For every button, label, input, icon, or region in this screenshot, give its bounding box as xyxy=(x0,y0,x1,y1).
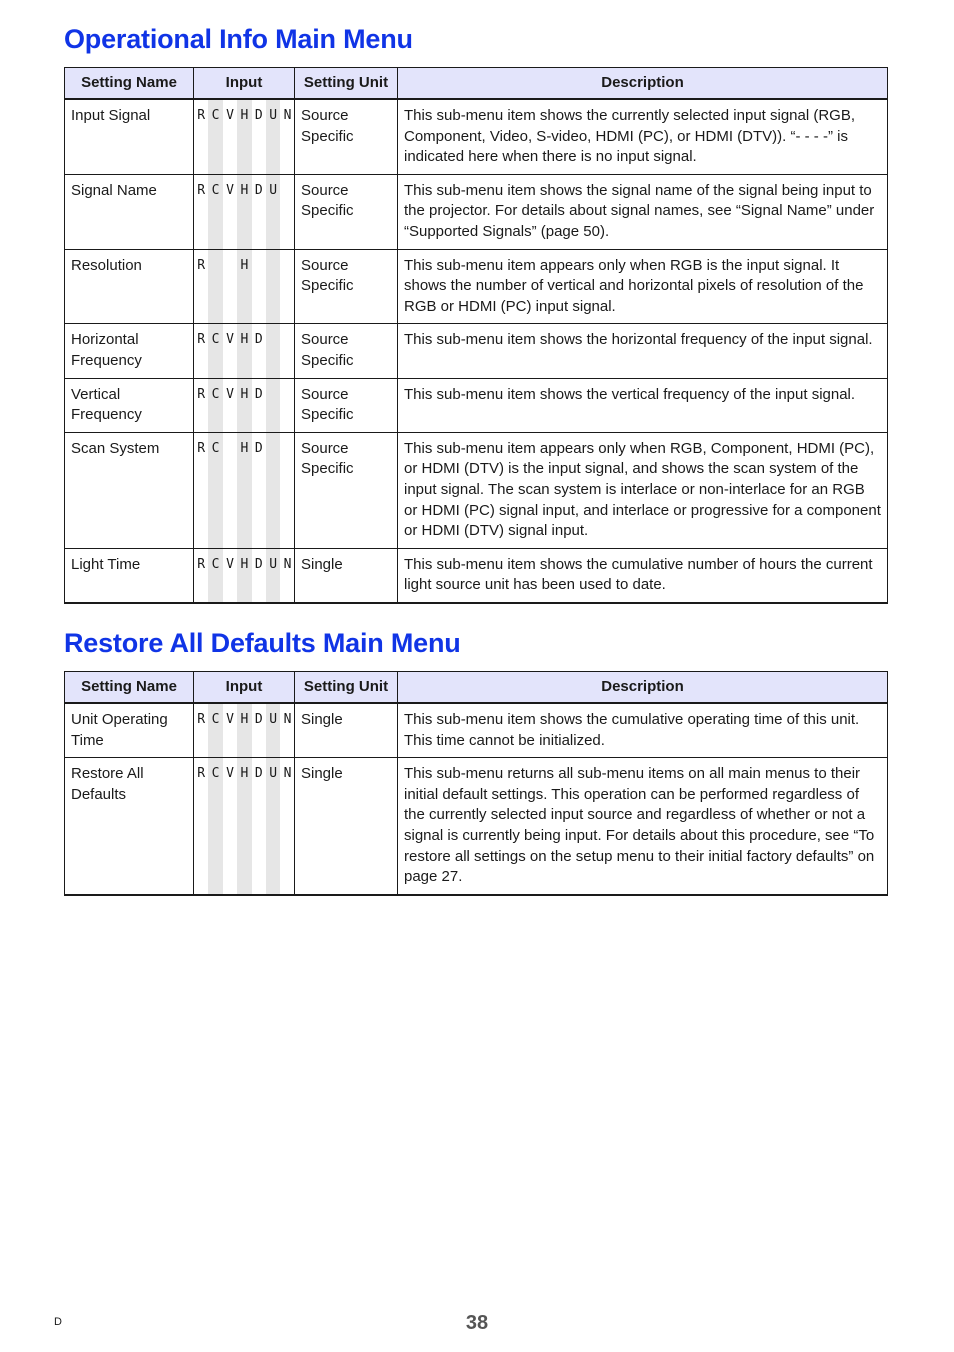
input-letter: D xyxy=(254,766,263,782)
page-number: 38 xyxy=(465,1312,489,1334)
description-cell: This sub-menu returns all sub-menu items on all main menus to their initial default settings. This operation can be performed regardless of the currently selected input source and regardless of whether or not a signal is currently being input. For details about this procedure, see “To restore all settings on the setup menu to their initial factory defaults” on page 27. xyxy=(398,758,888,895)
description-cell: This sub-menu item shows the vertical frequency of the input signal. xyxy=(398,378,888,432)
footer-code: D xyxy=(54,1316,62,1328)
description-cell: This sub-menu item shows the cumulative operating time of this unit. This time cannot be initialized. xyxy=(398,703,888,758)
input-letters xyxy=(194,758,294,785)
input-letter: R xyxy=(197,440,206,456)
operational-info-table xyxy=(64,67,888,604)
input-letter: V xyxy=(226,766,234,782)
input-letter: U xyxy=(269,556,278,572)
setting-name-cell: Resolution xyxy=(65,249,194,324)
input-cell xyxy=(194,703,295,758)
input-letter: V xyxy=(226,182,234,198)
table-header-row xyxy=(65,68,888,100)
table-row xyxy=(65,548,888,603)
input-letter xyxy=(280,330,294,351)
header-setting-unit: Setting Unit xyxy=(295,68,398,100)
input-letters xyxy=(194,704,294,731)
input-cell xyxy=(194,174,295,249)
input-letter: D xyxy=(254,386,263,402)
input-letter: H xyxy=(240,440,249,456)
input-letter: H xyxy=(240,766,249,782)
input-letter: U xyxy=(269,712,278,727)
header-description: Description xyxy=(398,68,888,100)
setting-name-cell: Vertical Frequency xyxy=(65,378,194,432)
input-letters xyxy=(194,175,294,202)
input-letter: D xyxy=(254,182,263,198)
description-cell: This sub-menu item appears only when RGB, Component, HDMI (PC), or HDMI (DTV) is the input signal, and shows the scan system of the input signal. The scan system is interlace or non-interlace for an RGB or HDMI (PC) signal input, and interlace or progressive for a component or HDMI (DTV) signal input. xyxy=(398,432,888,548)
table-row xyxy=(65,324,888,378)
input-letter: H xyxy=(240,332,249,348)
description-cell: This sub-menu item shows the signal name of the signal being input to the projector. For details about signal names, see “Signal Name” under “Supported Signals” (page 50). xyxy=(398,174,888,249)
setting-name-cell: Input Signal xyxy=(65,99,194,174)
input-letter: V xyxy=(226,712,234,727)
setting-name-cell: Unit Operating Time xyxy=(65,703,194,758)
input-letter: D xyxy=(254,556,263,572)
input-letter: D xyxy=(254,108,263,123)
input-letter: C xyxy=(211,386,220,402)
input-letter xyxy=(252,256,266,277)
table-row xyxy=(65,174,888,249)
input-letters xyxy=(194,379,294,406)
input-letter: C xyxy=(211,712,220,727)
setting-unit-cell: Source Specific xyxy=(295,324,398,378)
input-letters xyxy=(194,549,294,576)
input-letter: N xyxy=(283,766,292,782)
setting-name-cell: Horizontal Frequency xyxy=(65,324,194,378)
input-letters xyxy=(194,433,294,460)
setting-name-cell: Light Time xyxy=(65,548,194,603)
input-letter xyxy=(266,256,280,277)
input-letter: R xyxy=(197,766,206,782)
input-cell xyxy=(194,378,295,432)
header-setting-name: Setting Name xyxy=(65,672,194,704)
input-letter: D xyxy=(254,332,263,348)
setting-name-cell: Restore All Defaults xyxy=(65,758,194,895)
input-letter: R xyxy=(197,257,206,273)
input-letter: N xyxy=(283,556,292,572)
input-letter: V xyxy=(226,556,234,572)
input-letter: U xyxy=(269,182,278,198)
input-letter: N xyxy=(283,108,292,123)
input-letter xyxy=(266,330,280,351)
input-letter: H xyxy=(240,386,249,402)
input-letter: R xyxy=(197,182,206,198)
input-letter xyxy=(280,385,294,406)
input-cell xyxy=(194,548,295,603)
header-input: Input xyxy=(194,672,295,704)
input-letter: C xyxy=(211,108,220,123)
table-row xyxy=(65,758,888,895)
input-letter: H xyxy=(240,257,249,273)
setting-name-cell: Scan System xyxy=(65,432,194,548)
input-letter: C xyxy=(211,332,220,348)
input-letter xyxy=(266,439,280,460)
setting-unit-cell: Source Specific xyxy=(295,174,398,249)
input-letters xyxy=(194,324,294,351)
setting-unit-cell: Single xyxy=(295,758,398,895)
input-letter xyxy=(223,256,237,277)
table-row xyxy=(65,378,888,432)
input-letter: R xyxy=(197,332,206,348)
setting-unit-cell: Source Specific xyxy=(295,378,398,432)
section-title-operational-info: Operational Info Main Menu xyxy=(64,24,413,54)
input-letter: R xyxy=(197,556,206,572)
header-setting-unit: Setting Unit xyxy=(295,672,398,704)
input-letter xyxy=(266,385,280,406)
setting-unit-cell: Single xyxy=(295,548,398,603)
input-letters xyxy=(194,100,294,127)
input-letter: R xyxy=(197,712,206,727)
input-letter: H xyxy=(240,108,249,123)
input-letter: H xyxy=(240,182,249,198)
setting-unit-cell: Source Specific xyxy=(295,432,398,548)
input-cell xyxy=(194,324,295,378)
description-cell: This sub-menu item shows the cumulative number of hours the current light source unit has been used to date. xyxy=(398,548,888,603)
input-letter: C xyxy=(211,182,220,198)
input-letters xyxy=(194,250,294,277)
table-row xyxy=(65,99,888,174)
setting-unit-cell: Single xyxy=(295,703,398,758)
description-cell: This sub-menu item shows the horizontal frequency of the input signal. xyxy=(398,324,888,378)
input-letter xyxy=(280,439,294,460)
description-cell: This sub-menu item appears only when RGB is the input signal. It shows the number of vertical and horizontal pixels of resolution of the RGB or HDMI (PC) input signal. xyxy=(398,249,888,324)
input-letter: N xyxy=(283,712,292,727)
input-letter xyxy=(280,256,294,277)
input-letter: C xyxy=(211,766,220,782)
description-cell: This sub-menu item shows the currently selected input signal (RGB, Component, Video, S-video, HDMI (PC), or HDMI (DTV)). “- - - -” is indicated here when there is no input signal. xyxy=(398,99,888,174)
input-letter: U xyxy=(269,766,278,782)
input-letter: V xyxy=(226,108,234,123)
input-letter: C xyxy=(211,440,220,456)
header-setting-name: Setting Name xyxy=(65,68,194,100)
input-letter: R xyxy=(197,108,206,123)
input-letter: H xyxy=(240,556,249,572)
table-row xyxy=(65,703,888,758)
section-title-restore-all-defaults: Restore All Defaults Main Menu xyxy=(64,628,461,658)
input-letter: C xyxy=(211,556,220,572)
input-letter xyxy=(280,181,294,202)
setting-unit-cell: Source Specific xyxy=(295,249,398,324)
table-header-row xyxy=(65,672,888,704)
input-letter: R xyxy=(197,386,206,402)
input-letter: H xyxy=(240,712,249,727)
header-input: Input xyxy=(194,68,295,100)
setting-unit-cell: Source Specific xyxy=(295,99,398,174)
header-description: Description xyxy=(398,672,888,704)
restore-all-defaults-table xyxy=(64,671,888,896)
setting-name-cell: Signal Name xyxy=(65,174,194,249)
input-letter xyxy=(208,256,222,277)
input-letter: U xyxy=(269,108,278,123)
input-cell xyxy=(194,249,295,324)
input-letter: V xyxy=(226,332,234,348)
input-letter: D xyxy=(254,712,263,727)
table-row xyxy=(65,249,888,324)
input-cell xyxy=(194,432,295,548)
input-cell xyxy=(194,758,295,895)
input-letter xyxy=(223,439,237,460)
input-letter: D xyxy=(254,440,263,456)
table-row xyxy=(65,432,888,548)
input-letter: V xyxy=(226,386,234,402)
input-cell xyxy=(194,99,295,174)
